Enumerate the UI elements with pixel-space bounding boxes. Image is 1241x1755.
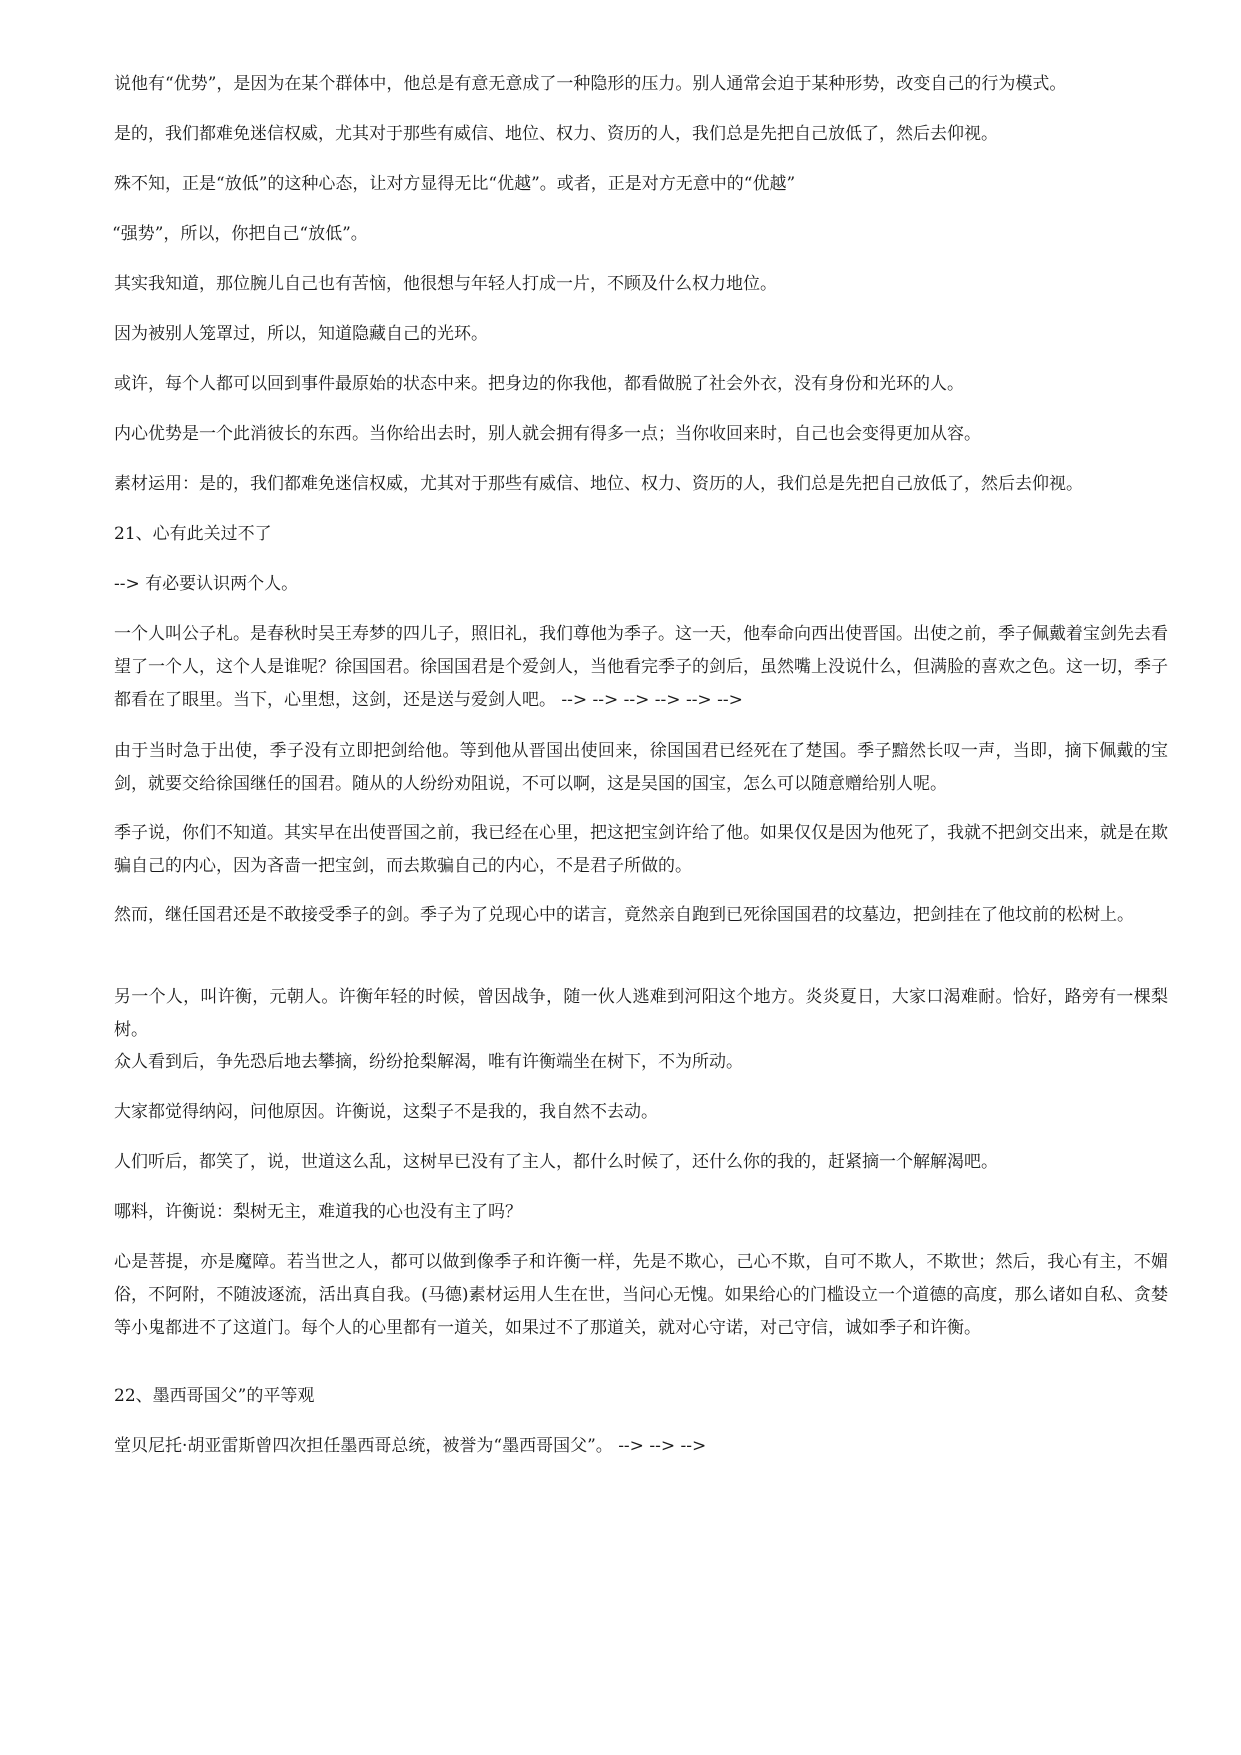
paragraph: 大家都觉得纳闷，问他原因。许衡说，这梨子不是我的，我自然不去动。	[114, 1102, 658, 1122]
paragraph: --> 有必要认识两个人。	[114, 574, 299, 594]
paragraph: 然而，继任国君还是不敢接受季子的剑。季子为了兑现心中的诺言，竟然亲自跑到已死徐国国君的坟墓边，把剑挂在了他坟前的松树上。	[114, 905, 1134, 925]
paragraph: 或许，每个人都可以回到事件最原始的状态中来。把身边的你我他，都看做脱了社会外衣，没有身份和光环的人。	[114, 374, 964, 394]
paragraph: 是的，我们都难免迷信权威，尤其对于那些有威信、地位、权力、资历的人，我们总是先把自己放低了，然后去仰视。	[114, 124, 998, 144]
paragraph: 哪料，许衡说：梨树无主，难道我的心也没有主了吗？	[114, 1202, 522, 1222]
paragraph: 另一个人，叫许衡，元朝人。许衡年轻的时候，曾因战争，随一伙人逃难到河阳这个地方。炎炎夏日，大家口渴难耐。恰好，路旁有一棵梨树。	[114, 987, 1168, 1040]
paragraph: 素材运用：是的，我们都难免迷信权威，尤其对于那些有威信、地位、权力、资历的人，我们总是先把自己放低了，然后去仰视。	[114, 474, 1083, 494]
paragraph: 季子说，你们不知道。其实早在出使晋国之前，我已经在心里，把这把宝剑许给了他。如果仅仅是因为他死了，我就不把剑交出来，就是在欺骗自己的内心，因为吝啬一把宝剑，而去欺骗自己的内心，不是君子所做的。	[114, 823, 1168, 876]
paragraph: 一个人叫公子札。是春秋时吴王寿梦的四儿子，照旧礼，我们尊他为季子。这一天，他奉命向西出使晋国。出使之前，季子佩戴着宝剑先去看望了一个人，这个人是谁呢？徐国国君。徐国国君是个爱剑人，当他看完季子的剑后，虽然嘴上没说什么，但满脸的喜欢之色。这一切，季子都看在了眼里。当下，心里想，这剑，还是送与爱剑人吧。 --> --> --> --> --> -->	[114, 624, 1168, 710]
paragraph: 殊不知，正是“放低”的这种心态，让对方显得无比“优越”。或者，正是对方无意中的“优越”	[114, 174, 796, 194]
paragraph: 因为被别人笼罩过，所以，知道隐藏自己的光环。	[114, 324, 488, 344]
paragraph: 说他有“优势”，是因为在某个群体中，他总是有意无意成了一种隐形的压力。别人通常会迫于某种形势，改变自己的行为模式。	[114, 74, 1067, 94]
paragraph: 心是菩提，亦是魔障。若当世之人，都可以做到像季子和许衡一样，先是不欺心，己心不欺，自可不欺人，不欺世；然后，我心有主，不媚俗，不阿附，不随波逐流，活出真自我。(马德)素材运用人生在世，当问心无愧。如果给心的门槛设立一个道德的高度，那么诸如自私、贪婪等小鬼都进不了这道门。每个人的心里都有一道关，如果过不了那道关，就对心守诺，对己守信，诚如季子和许衡。	[114, 1252, 1168, 1338]
paragraph: 其实我知道，那位腕儿自己也有苦恼，他很想与年轻人打成一片，不顾及什么权力地位。	[114, 274, 777, 294]
paragraph: 人们听后，都笑了，说，世道这么乱，这树早已没有了主人，都什么时候了，还什么你的我的，赶紧摘一个解解渴吧。	[114, 1152, 998, 1172]
paragraph: 众人看到后，争先恐后地去攀摘，纷纷抢梨解渴，唯有许衡端坐在树下，不为所动。	[114, 1052, 743, 1072]
section-heading: 22、墨西哥国父”的平等观	[114, 1386, 315, 1406]
section-heading: 21、心有此关过不了	[114, 524, 272, 544]
paragraph: 内心优势是一个此消彼长的东西。当你给出去时，别人就会拥有得多一点；当你收回来时，自己也会变得更加从容。	[114, 424, 981, 444]
paragraph: “强势”，所以，你把自己“放低”。	[112, 224, 368, 244]
paragraph: 堂贝尼托·胡亚雷斯曾四次担任墨西哥总统，被誉为“墨西哥国父”。 --> --> -->	[114, 1436, 707, 1456]
paragraph: 由于当时急于出使，季子没有立即把剑给他。等到他从晋国出使回来，徐国国君已经死在了楚国。季子黯然长叹一声，当即，摘下佩戴的宝剑，就要交给徐国继任的国君。随从的人纷纷劝阻说，不可以啊，这是吴国的国宝，怎么可以随意赠给别人呢。	[114, 741, 1168, 794]
